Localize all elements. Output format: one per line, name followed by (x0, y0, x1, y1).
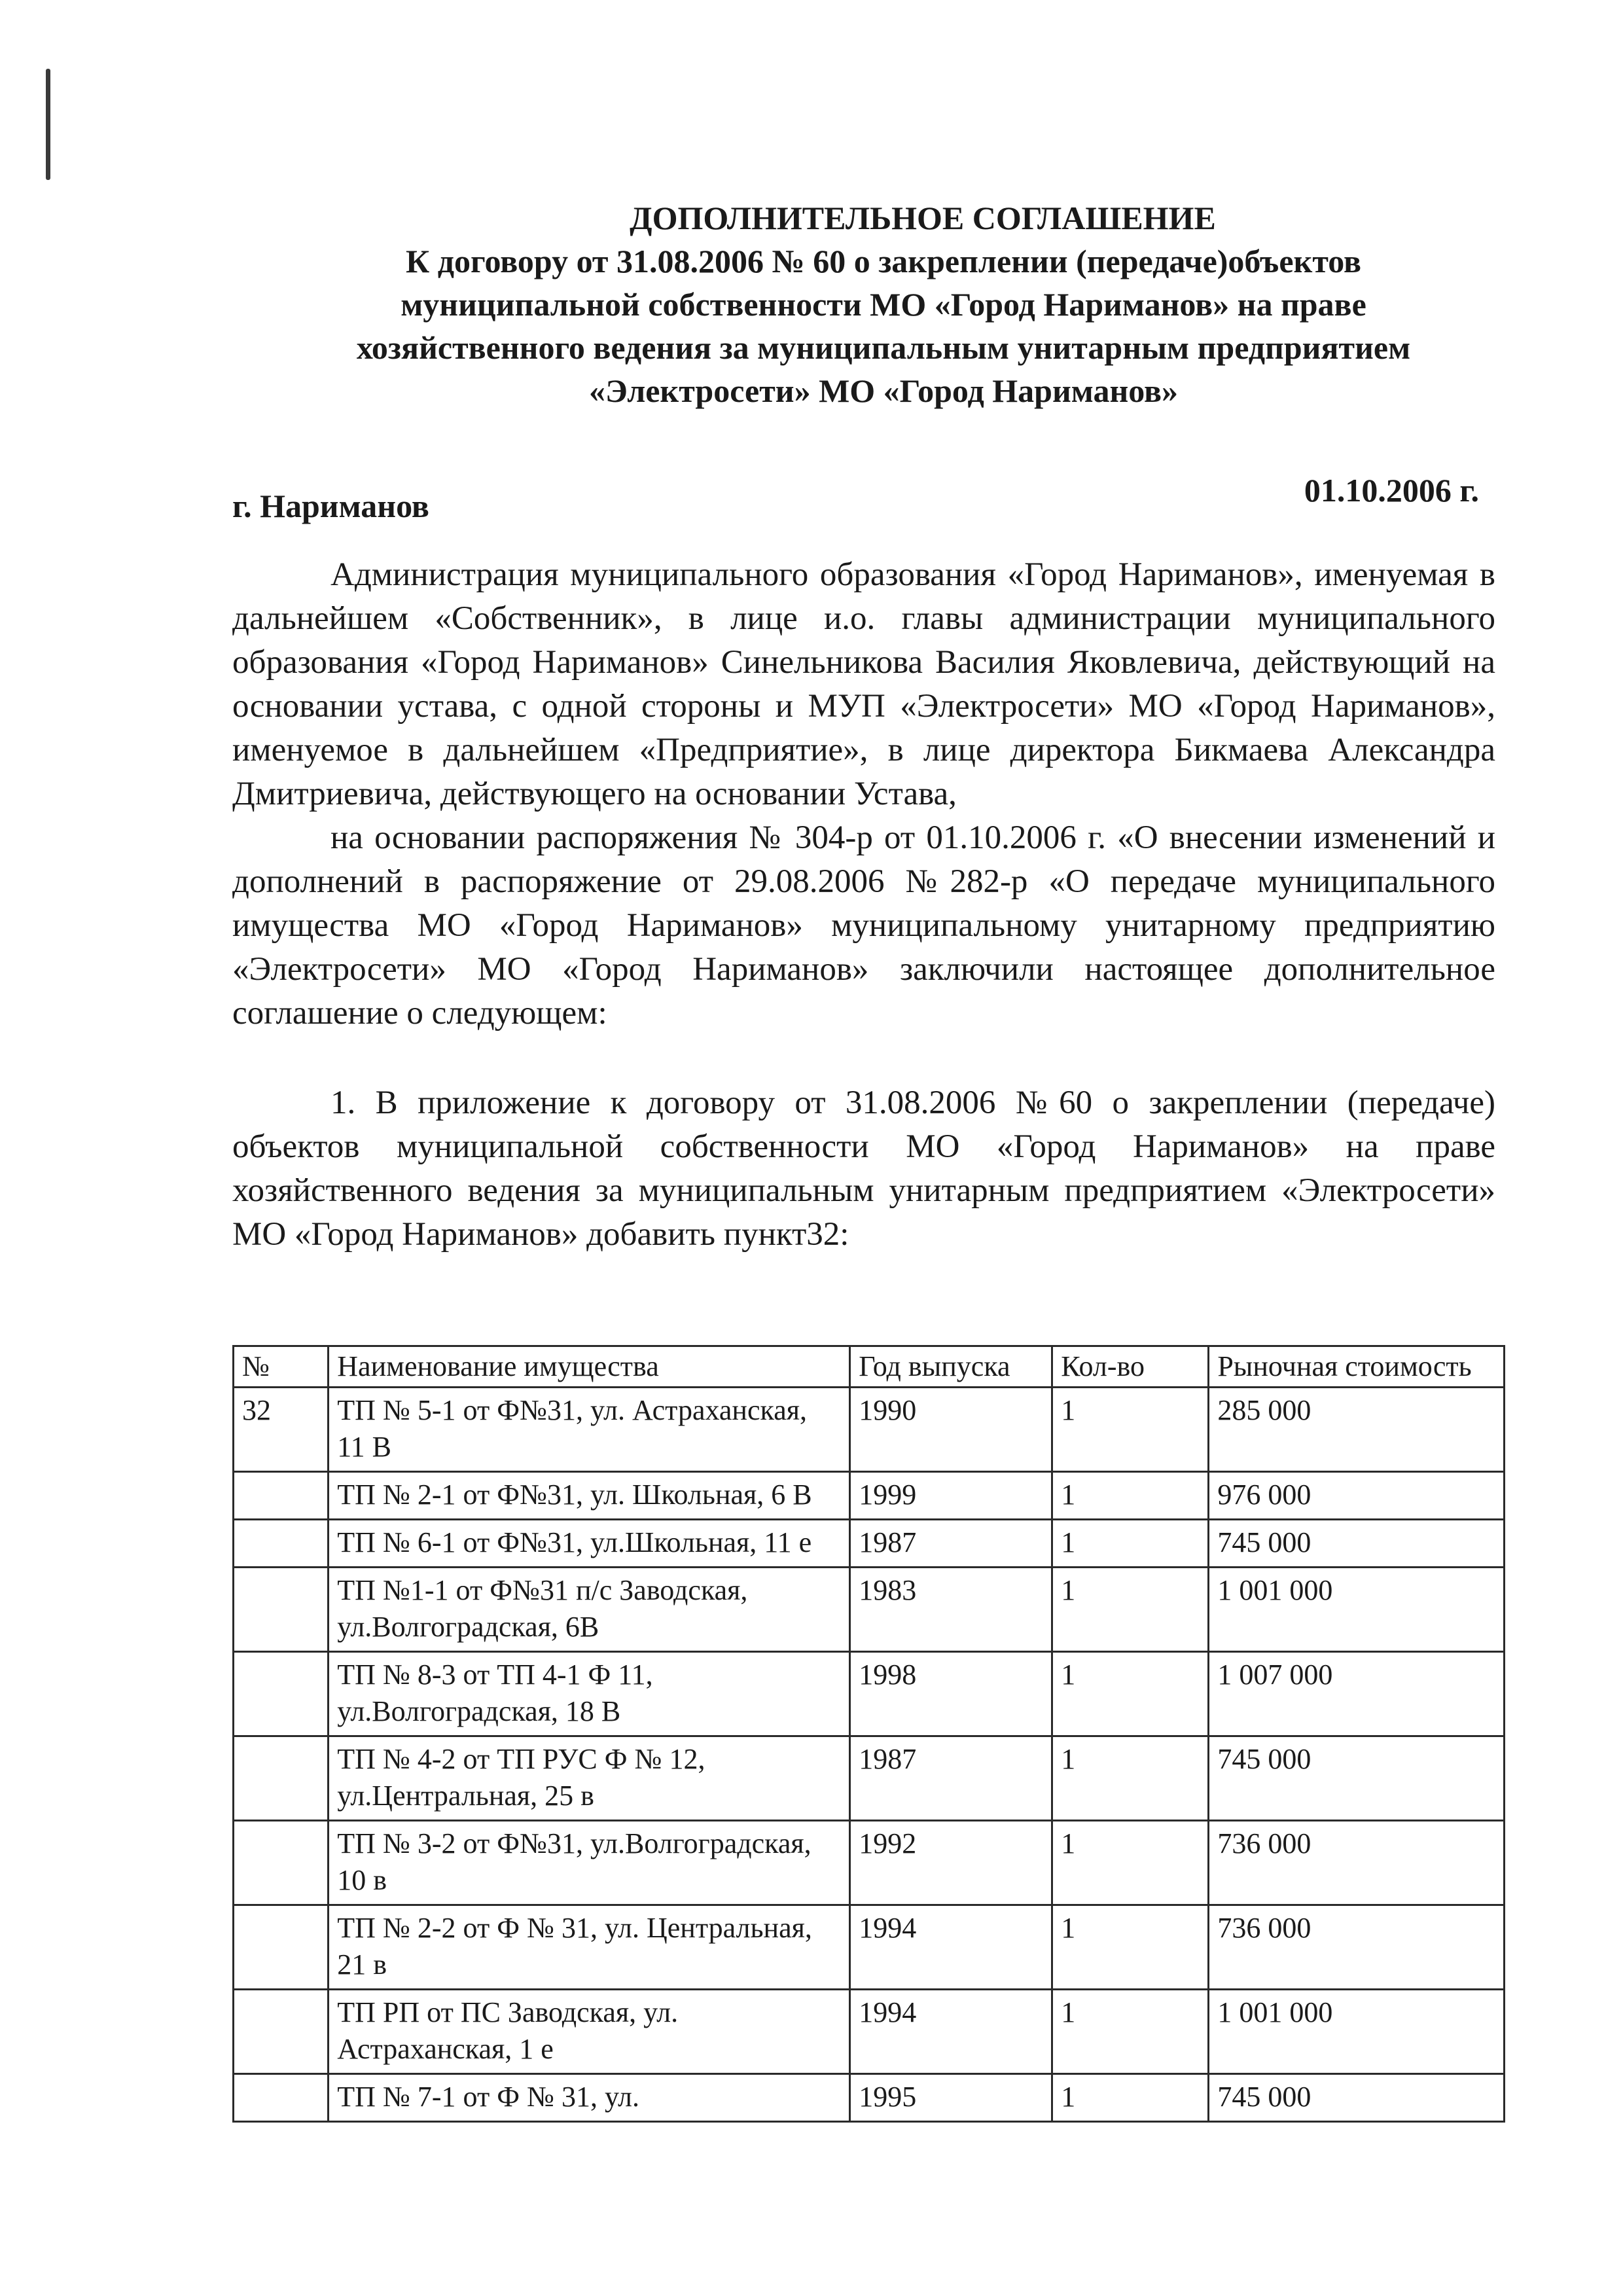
cell-year: 1998 (850, 1652, 1052, 1736)
cell-qty: 1 (1052, 1472, 1209, 1520)
cell-year: 1994 (850, 1990, 1052, 2074)
cell-year: 1987 (850, 1736, 1052, 1821)
cell-year: 1983 (850, 1568, 1052, 1652)
cell-price: 976 000 (1209, 1472, 1505, 1520)
cell-name: ТП №1-1 от Ф№31 п/с Заводская, ул.Волгоградская, 6В (329, 1568, 850, 1652)
table-row (234, 1821, 1505, 1905)
paragraph-basis: на основании распоряжения № 304-р от 01.10.2006 г. «О внесении изменений и дополнений в распоряжение от 29.08.2006 №282-р «О передаче муниципального имущества МО «Город Нариманов» муниципальному унитарному предприятию «Электросети» МО «Город Нариманов» заключили настоящее дополнительное соглашение о следующем: (232, 819, 1495, 1031)
cell-qty: 1 (1052, 1520, 1209, 1568)
table-row (234, 1652, 1505, 1736)
cell-price: 736 000 (1209, 1821, 1505, 1905)
table-row (234, 1520, 1505, 1568)
cell-price: 1 001 000 (1209, 1990, 1505, 2074)
cell-num (234, 1472, 329, 1520)
cell-name: ТП № 3-2 от Ф№31, ул.Волгоградская, 10 в (329, 1821, 850, 1905)
cell-price: 745 000 (1209, 2074, 1505, 2122)
place-name: г. Нариманов (232, 488, 429, 524)
table-row (234, 1388, 1505, 1472)
cell-price: 745 000 (1209, 1520, 1505, 1568)
cell-name: ТП № 8-3 от ТП 4-1 Ф 11, ул.Волгоградская, 18 В (329, 1652, 850, 1736)
agreement-body (232, 553, 1495, 1257)
header-year: Год выпуска (850, 1346, 1052, 1388)
cell-price: 285 000 (1209, 1388, 1505, 1472)
cell-year: 1987 (850, 1520, 1052, 1568)
cell-qty: 1 (1052, 1652, 1209, 1736)
header-name: Наименование имущества (329, 1346, 850, 1388)
table-row (234, 2074, 1505, 2122)
table-row (234, 1990, 1505, 2074)
table-row (234, 1472, 1505, 1520)
cell-num (234, 1990, 329, 2074)
cell-price: 1 007 000 (1209, 1652, 1505, 1736)
paragraph-item-1: 1. В приложение к договору от 31.08.2006 №60 о закреплении (передаче) объектов муниципальной собственности МО «Город Нариманов» на праве хозяйственного ведения за муниципальным унитарным предприятием «Электросети» МО «Город Нариманов» добавить пункт32: (232, 1085, 1495, 1253)
title-line-2: К договору от 31.08.2006 № 60 о закреплении (передаче)объектов (406, 243, 1361, 279)
cell-num (234, 2074, 329, 2122)
cell-num (234, 1736, 329, 1821)
title-line-4: хозяйственного ведения за муниципальным унитарным предприятием (356, 329, 1411, 366)
agreement-date: 01.10.2006 г. (1304, 472, 1479, 509)
cell-num (234, 1568, 329, 1652)
cell-name: ТП № 2-2 от Ф № 31, ул. Центральная, 21 в (329, 1905, 850, 1990)
table-row (234, 1905, 1505, 1990)
cell-num (234, 1821, 329, 1905)
cell-year: 1995 (850, 2074, 1052, 2122)
header-price: Рыночная стоимость (1209, 1346, 1505, 1388)
cell-year: 1994 (850, 1905, 1052, 1990)
cell-year: 1999 (850, 1472, 1052, 1520)
assets-table (232, 1345, 1505, 2123)
title-line-3: муниципальной собственности МО «Город Нариманов» на праве (401, 286, 1366, 323)
cell-qty: 1 (1052, 2074, 1209, 2122)
cell-num (234, 1652, 329, 1736)
cell-name: ТП № 6-1 от Ф№31, ул.Школьная, 11 е (329, 1520, 850, 1568)
cell-year: 1992 (850, 1821, 1052, 1905)
cell-name: ТП № 5-1 от Ф№31, ул. Астраханская, 11 В (329, 1388, 850, 1472)
table-row (234, 1568, 1505, 1652)
cell-num: 32 (234, 1388, 329, 1472)
cell-num (234, 1905, 329, 1990)
cell-name: ТП № 2-1 от Ф№31, ул. Школьная, 6 В (329, 1472, 850, 1520)
cell-price: 1 001 000 (1209, 1568, 1505, 1652)
cell-qty: 1 (1052, 1821, 1209, 1905)
cell-qty: 1 (1052, 1990, 1209, 2074)
cell-num (234, 1520, 329, 1568)
cell-qty: 1 (1052, 1905, 1209, 1990)
cell-name: ТП РП от ПС Заводская, ул. Астраханская, 1 е (329, 1990, 850, 2074)
table-header-row (234, 1346, 1505, 1388)
table-row (234, 1736, 1505, 1821)
header-qty: Кол-во (1052, 1346, 1209, 1388)
title-line-5: «Электросети» МО «Город Нариманов» (588, 372, 1179, 409)
cell-qty: 1 (1052, 1568, 1209, 1652)
margin-pen-mark (46, 69, 50, 180)
cell-qty: 1 (1052, 1388, 1209, 1472)
cell-qty: 1 (1052, 1736, 1209, 1821)
paragraph-parties: Администрация муниципального образования «Город Нариманов», именуемая в дальнейшем «Собственник», в лице и.о. главы администрации муниципального образования «Город Нариманов» Синельникова Василия Яковлевича, действующий на основании устава, с одной стороны и МУП «Электросети» МО «Город Нариманов», именуемое в дальнейшем «Предприятие», в лице директора Бикмаева Александра Дмитриевича, действующего на основании Устава, (232, 556, 1495, 812)
cell-name: ТП № 4-2 от ТП РУС Ф № 12, ул.Центральная, 25 в (329, 1736, 850, 1821)
cell-price: 745 000 (1209, 1736, 1505, 1821)
document-title (249, 196, 1518, 412)
cell-name: ТП № 7-1 от Ф № 31, ул. (329, 2074, 850, 2122)
header-num: № (234, 1346, 329, 1388)
title-line-1: ДОПОЛНИТЕЛЬНОЕ СОГЛАШЕНИЕ (630, 200, 1216, 236)
cell-year: 1990 (850, 1388, 1052, 1472)
cell-price: 736 000 (1209, 1905, 1505, 1990)
